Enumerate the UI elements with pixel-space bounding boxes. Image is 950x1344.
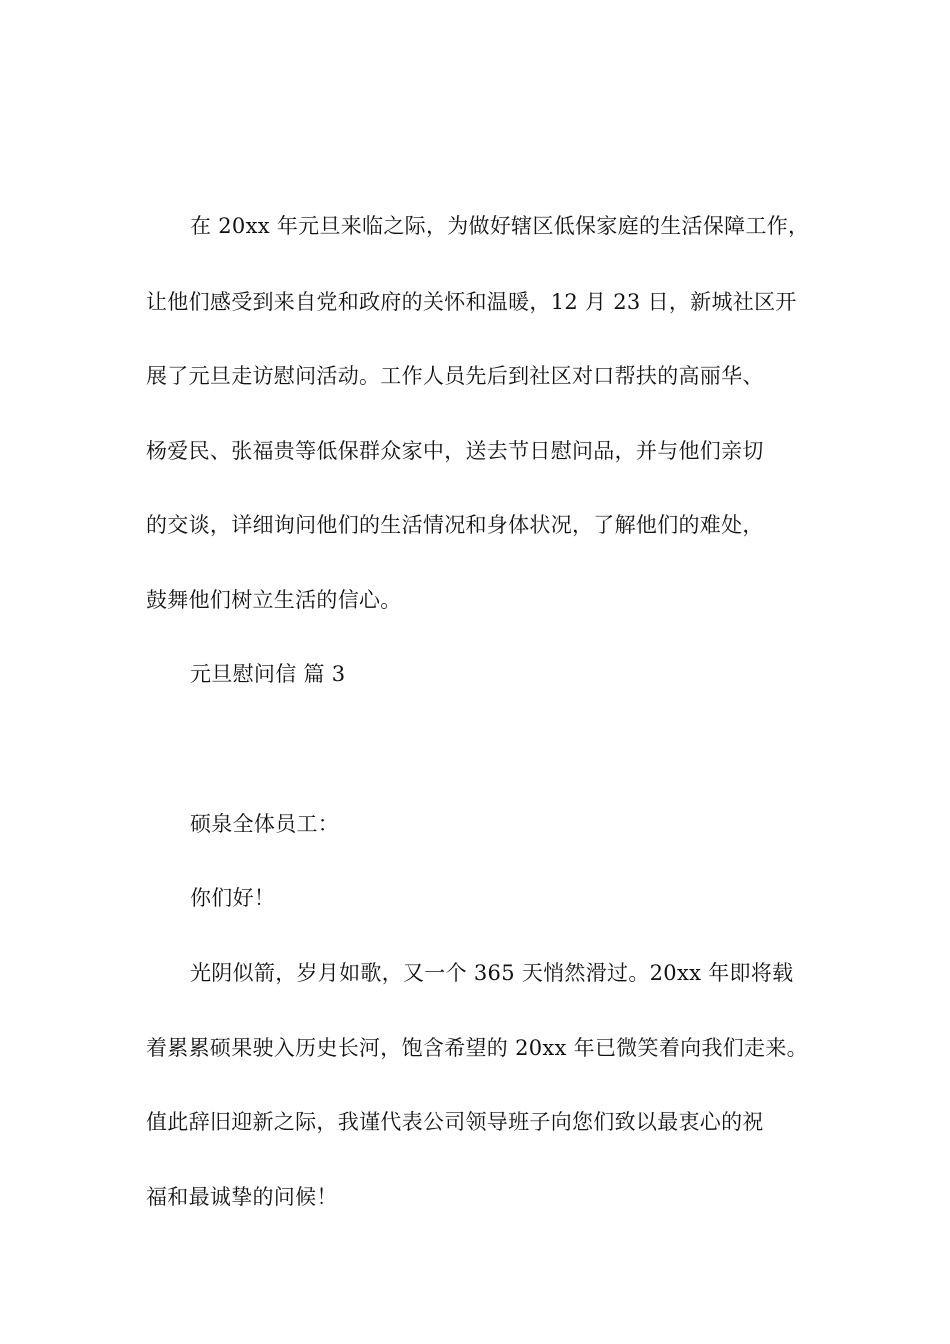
para1-line-2: 让他们感受到来自党和政府的关怀和温暖，12 月 23 日，新城社区开 xyxy=(146,290,797,314)
para1-line-3: 展了元旦走访慰问活动。工作人员先后到社区对口帮扶的高丽华、 xyxy=(146,364,764,388)
para1-line-6: 鼓舞他们树立生活的信心。 xyxy=(146,588,402,612)
para2-line-3: 值此辞旧迎新之际，我谨代表公司领导班子向您们致以最衷心的祝 xyxy=(146,1110,764,1134)
para1-line-4: 杨爱民、张福贵等低保群众家中，送去节日慰问品，并与他们亲切 xyxy=(146,439,764,463)
salutation: 硕泉全体员工： xyxy=(190,812,340,836)
para1-line-5: 的交谈，详细询问他们的生活情况和身体状况，了解他们的难处， xyxy=(146,513,764,537)
section-heading: 元旦慰问信 篇 3 xyxy=(190,662,346,686)
para2-line-1: 光阴似箭，岁月如歌，又一个 365 天悄然滑过。20xx 年即将载 xyxy=(190,961,794,985)
para1-line-1: 在 20xx 年元旦来临之际，为做好辖区低保家庭的生活保障工作， xyxy=(190,214,810,238)
para2-line-4: 福和最诚挚的问候！ xyxy=(146,1185,338,1209)
greeting: 你们好！ xyxy=(190,886,276,910)
para2-line-2: 着累累硕果驶入历史长河，饱含希望的 20xx 年已微笑着向我们走来。 xyxy=(146,1036,808,1060)
